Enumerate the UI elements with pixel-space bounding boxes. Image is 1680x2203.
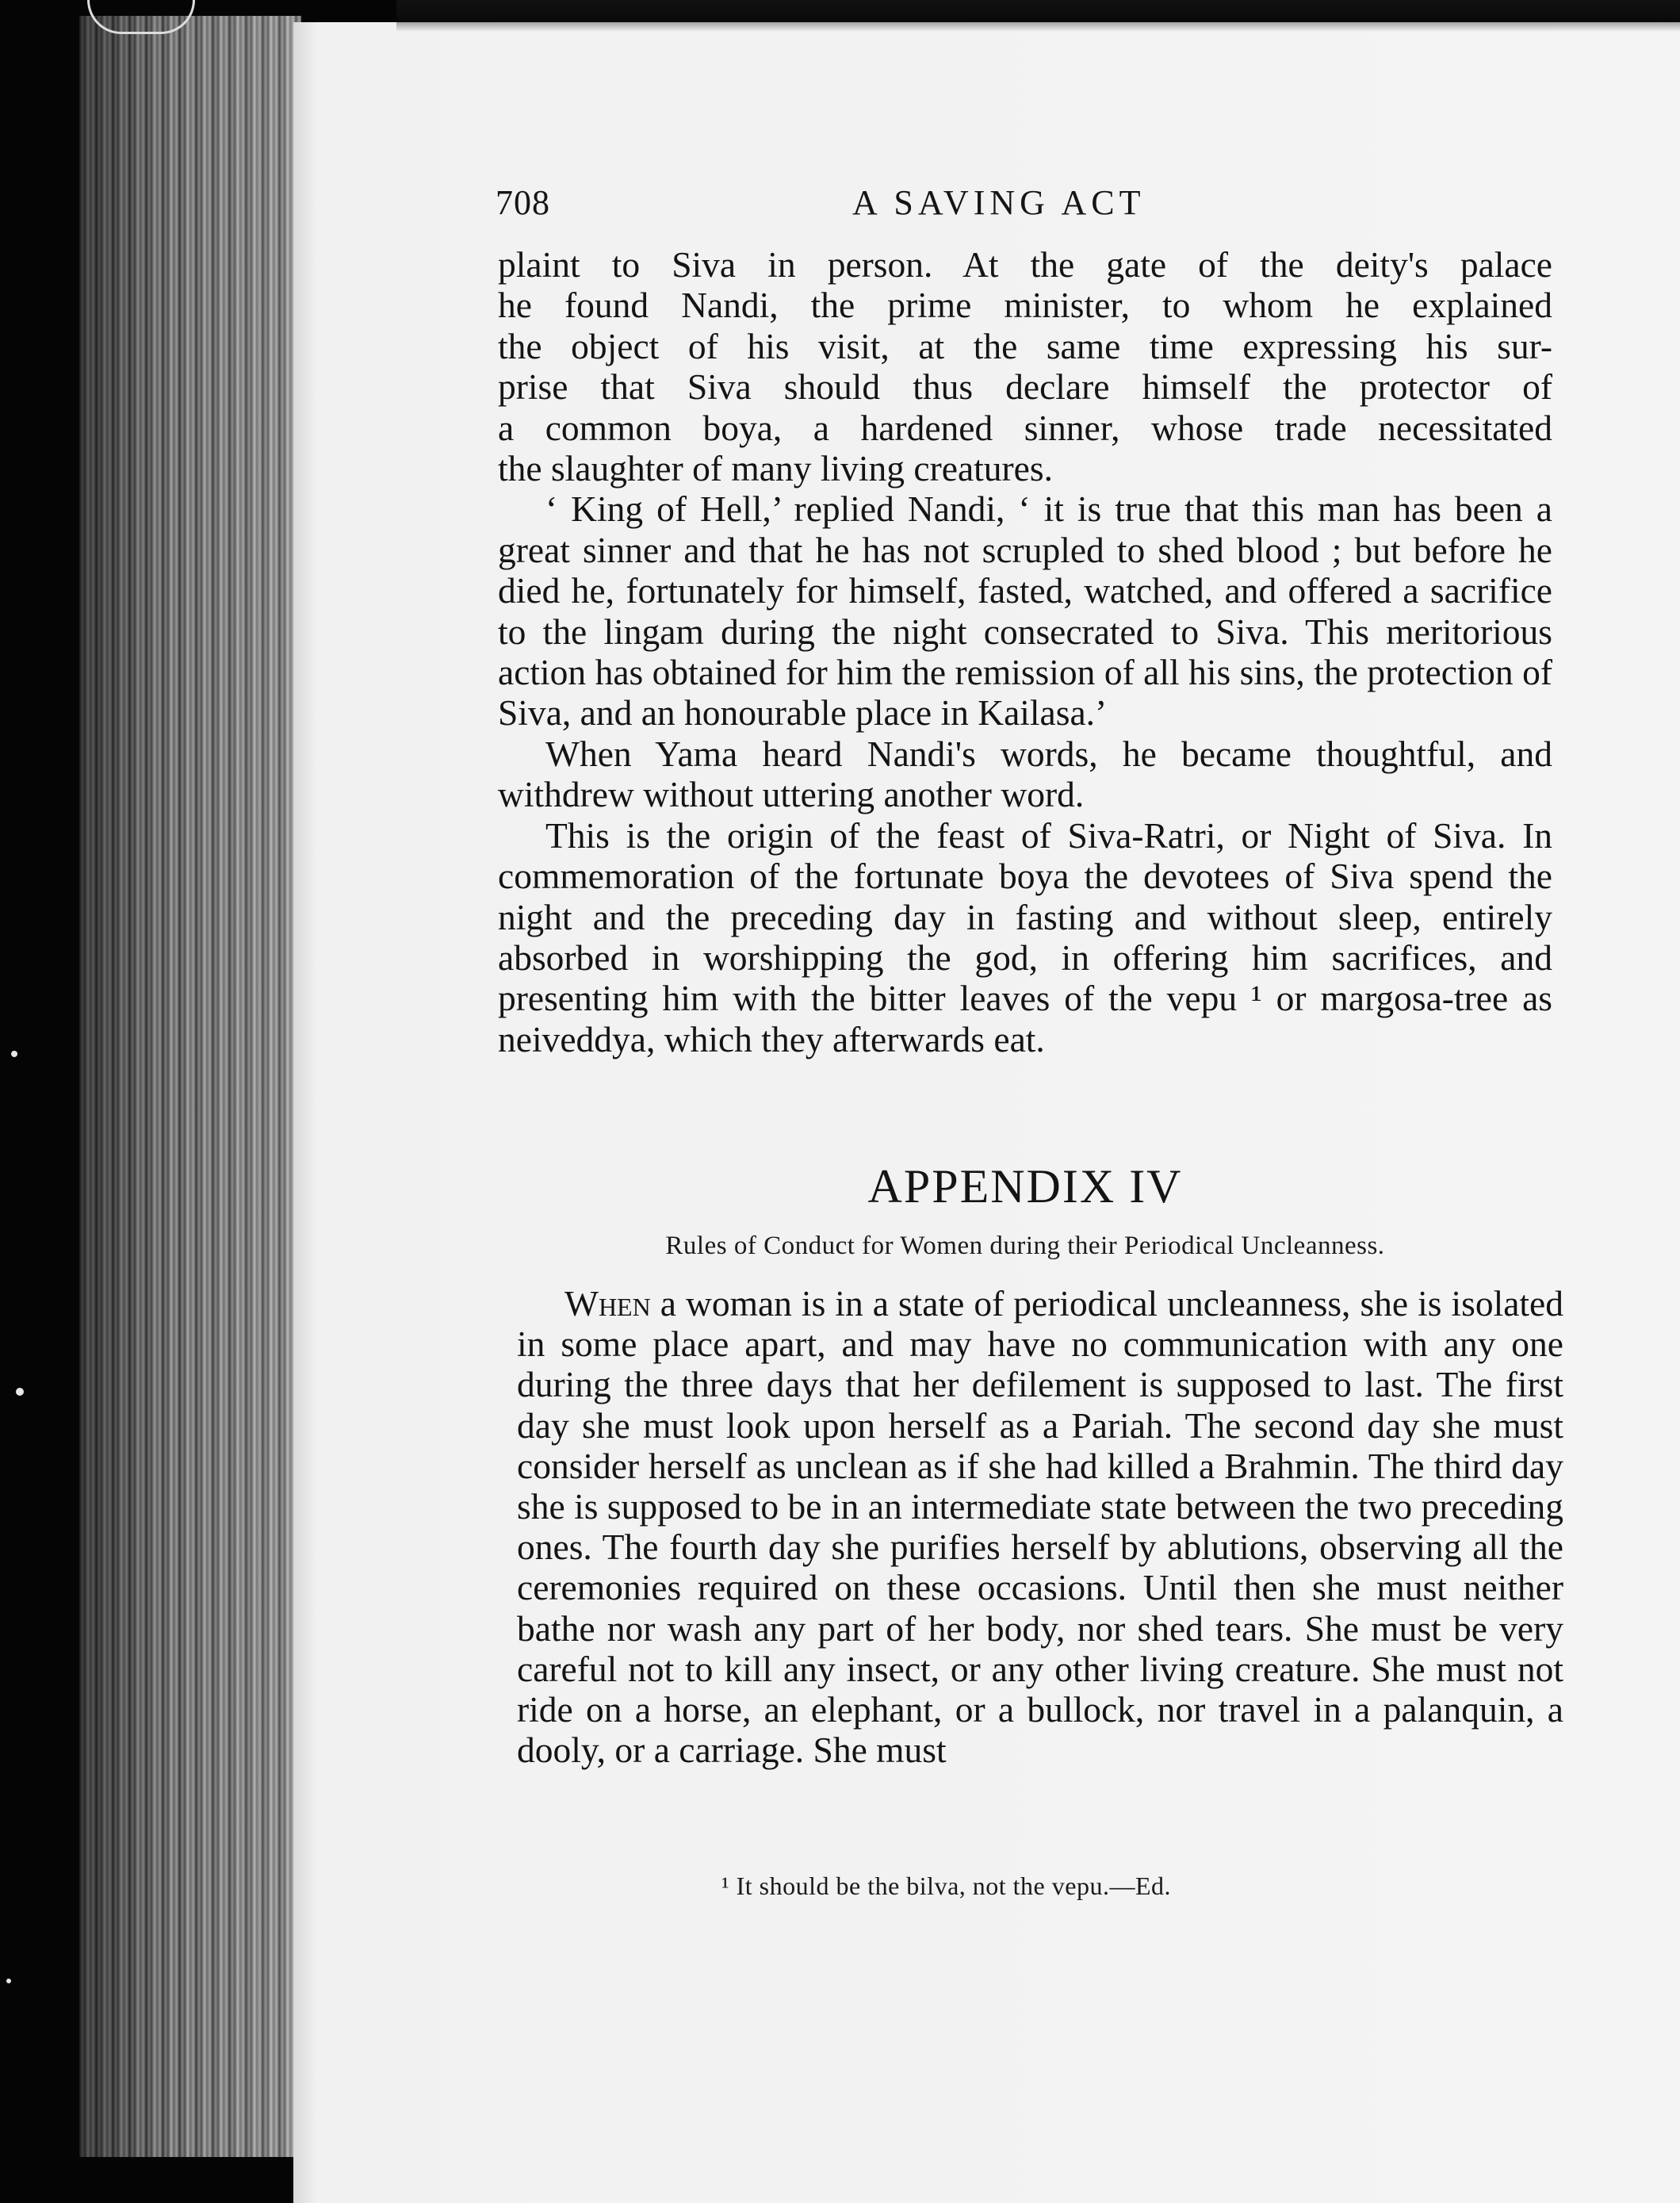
page-number: 708 [496,183,550,222]
page-header [496,182,1558,230]
paragraph [498,448,1552,488]
text-line: prise that Siva should thus declare himself the protector of [498,366,1552,408]
text-line: he found Nandi, the prime minister, to whom he explained [498,285,1552,326]
speck [16,1388,24,1396]
paragraph: When Yama heard Nandi's words, he became thoughtful, and withdrew without uttering another word. [498,733,1552,815]
paragraph [517,1283,1563,1770]
book-fore-edge [79,16,301,2157]
lens-rim [87,0,195,34]
paragraph: ‘ King of Hell,’ replied Nandi, ‘ it is true that this man has been a great sinner and that he has not scrupled to shed blood ; but before he died he, fortunately for himself, fasted, watched, and offered a sacrifice to the lingam during the night consecrated to Siva. This meritorious action has obtained for him the remission of all his sins, the protection of Siva, and an honourable place in Kailasa.’ [498,488,1552,734]
body-text-appendix [517,1283,1563,1770]
body-text-section-1 [498,244,1552,1059]
text-line: a common boya, a hardened sinner, whose trade necessitated [498,407,1552,448]
paragraph-body: a woman is in a state of periodical uncleanness, she is isolated in some place apart, and may have no communication with any one during the three days that her defilement is supposed to last. The first day she must look upon herself as a Pariah. The second day she must consider herself as unclean as if she had killed a Brahmin. The third day she is supposed to be in an intermediate state between the two preceding ones. The fourth day she purifies herself by ablutions, observing all the ceremonies required on these occasions. Until then she must neither bathe nor wash any part of her body, nor shed tears. She must be very careful not to kill any insect, or any other living creature. She must not ride on a horse, an elephant, or a bullock, nor travel in a palanquin, a dooly, or a carriage. She must [517,1283,1564,1771]
appendix-title: APPENDIX IV [867,1160,1183,1213]
footnote: ¹ It should be the bilva, not the vepu.—Ed. [721,1872,1171,1900]
speck [11,1051,17,1057]
paragraph: This is the origin of the feast of Siva-Ratri, or Night of Siva. In commemoration of the fortunate boya the devotees of Siva spend the night and the preceding day in fasting and without sleep, entirely absorbed in worshipping the god, in offering him sacrifices, and presenting him with the bitter leaves of the vepu ¹ or margosa-tree as neiveddya, which they afterwards eat. [498,814,1552,1059]
speck [6,1979,11,1983]
text-line: plaint to Siva in person. At the gate of the deity's palace [498,244,1552,285]
text-line: the object of his visit, at the same time expressing his sur- [498,325,1552,366]
running-head: A SAVING ACT [852,183,1146,222]
page-top-shadow [396,0,1680,32]
appendix-subtitle: Rules of Conduct for Women during their Periodical Uncleanness. [665,1232,1385,1260]
paragraph [498,244,1552,448]
drop-word: When [564,1283,651,1324]
text-line: the slaughter of many living creatures. [498,448,1053,489]
